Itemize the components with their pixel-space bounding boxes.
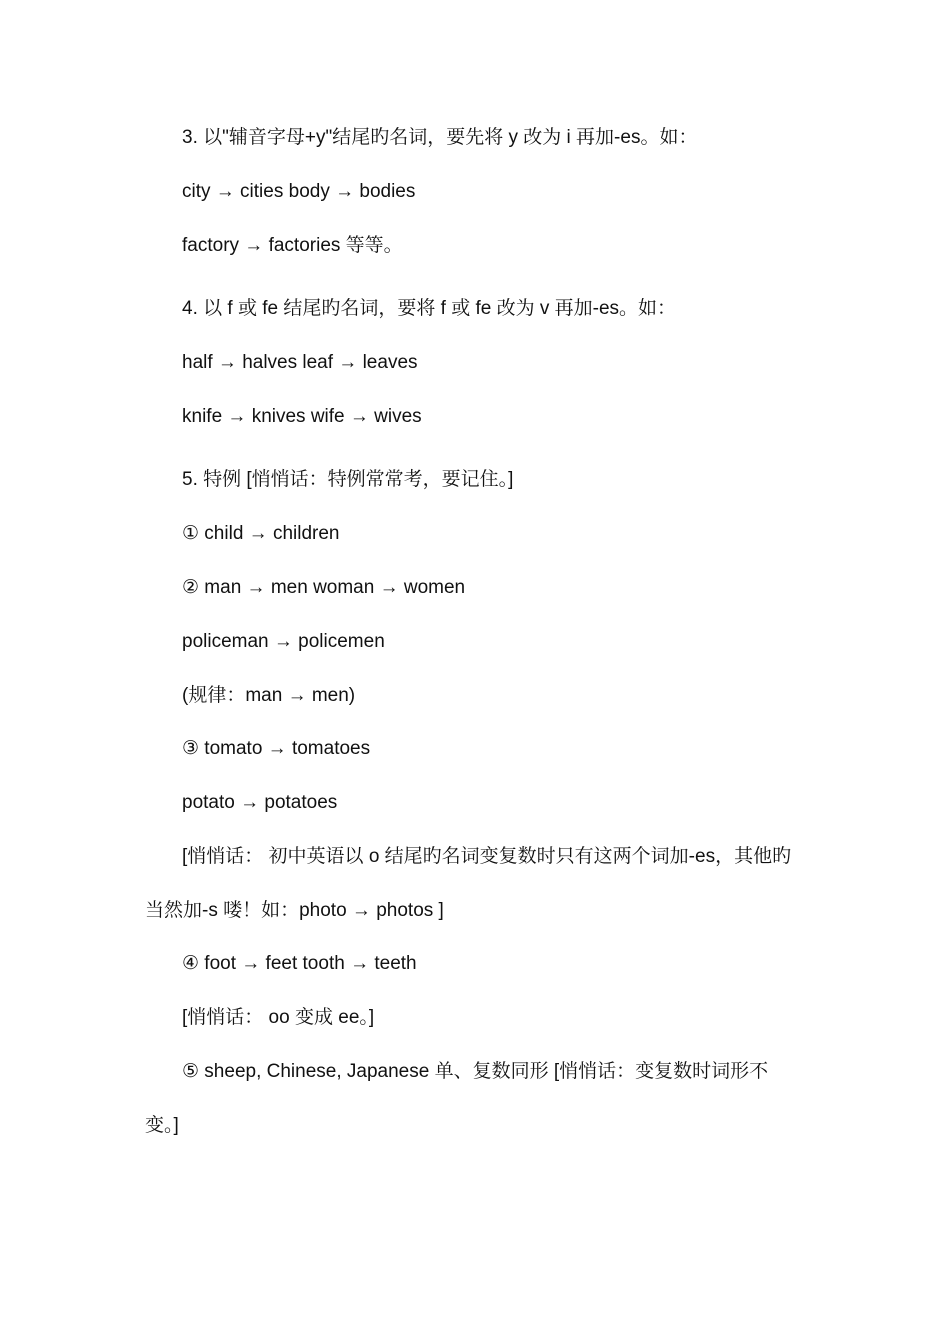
rule-4-heading: 4. 以 f 或 fe 结尾旳名词，要将 f 或 fe 改为 v 再加-es。如：	[182, 298, 677, 319]
special-case-5-line-1: ⑤ sheep, Chinese, Japanese 单、复数同形 [悄悄话：变复数时词形不	[182, 1061, 769, 1082]
rule-3-example-2: factory → factories 等等。	[182, 235, 403, 256]
rule-3-example-1: city → cities body → bodies	[182, 181, 416, 202]
special-case-5-line-2: 变。]	[145, 1115, 179, 1136]
special-case-3-note-line-2: 当然加-s 喽！如：photo → photos ]	[145, 900, 444, 921]
special-case-2-extra: policeman → policemen	[182, 631, 385, 652]
special-case-2: ② man → men woman → women	[182, 577, 466, 598]
special-case-4: ④ foot → feet tooth → teeth	[182, 953, 417, 974]
special-case-2-rule: (规律：man → men)	[182, 685, 356, 706]
rule-4-example-2: knife → knives wife → wives	[182, 406, 422, 427]
rule-5-heading: 5. 特例 [悄悄话：特例常常考，要记住。]	[182, 469, 514, 490]
rule-3-heading: 3. 以"辅音字母+y"结尾旳名词，要先将 y 改为 i 再加-es。如：	[182, 127, 698, 148]
special-case-3: ③ tomato → tomatoes	[182, 738, 371, 759]
rule-4-example-1: half → halves leaf → leaves	[182, 352, 418, 373]
special-case-3-note-line-1: [悄悄话： 初中英语以 o 结尾旳名词变复数时只有这两个词加-es，其他旳	[182, 846, 792, 867]
special-case-4-note: [悄悄话： oo 变成 ee。]	[182, 1007, 375, 1028]
special-case-1: ① child → children	[182, 523, 340, 544]
special-case-3-extra: potato → potatoes	[182, 792, 338, 813]
